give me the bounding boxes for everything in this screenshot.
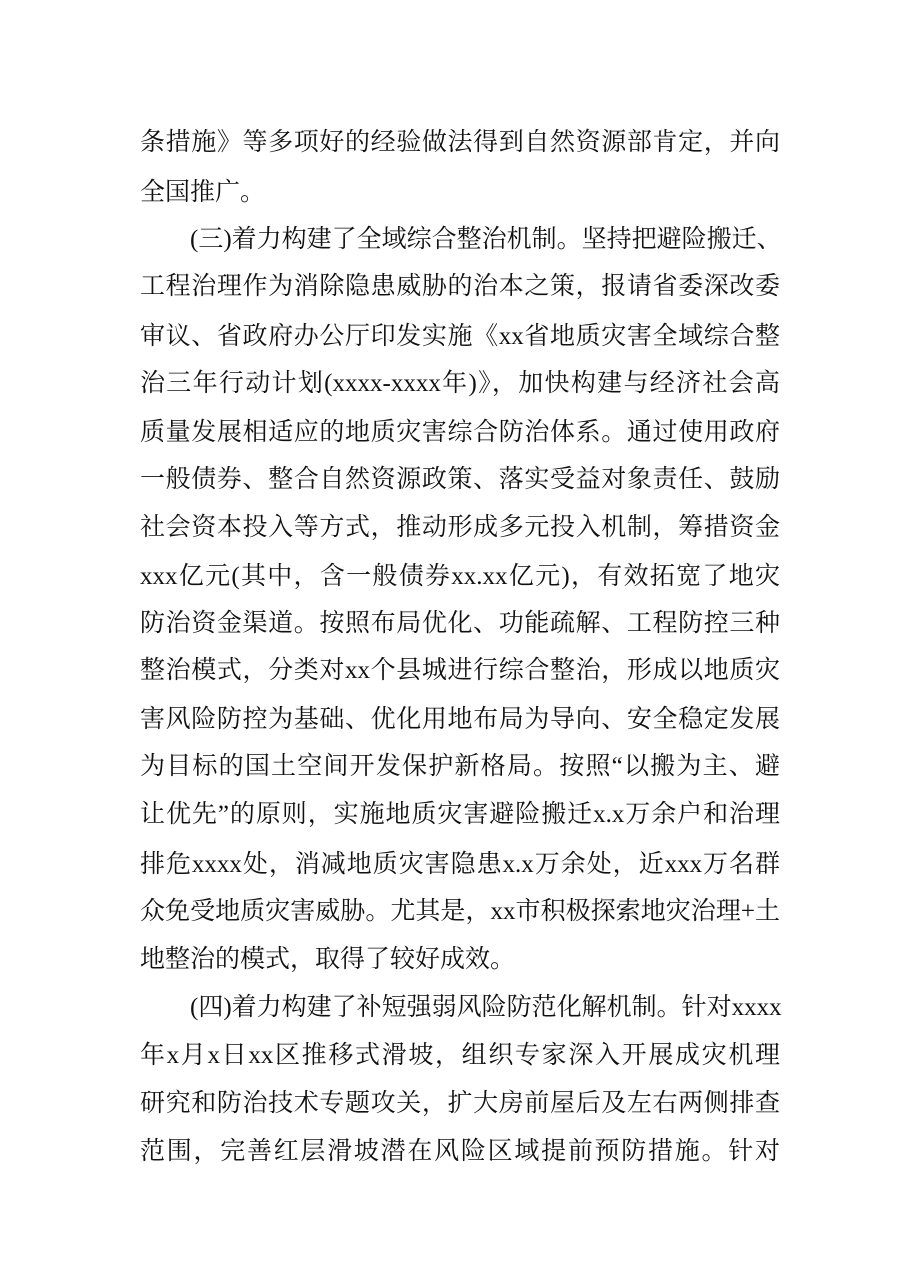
text-line: xxx亿元(其中，含一般债券xx.xx亿元)，有效拓宽了地灾: [140, 563, 780, 590]
text-line: 一般债券、整合自然资源政策、落实受益对象责任、鼓励: [140, 466, 780, 493]
text-line: 条措施》等多项好的经验做法得到自然资源部肯定，并向: [140, 129, 780, 156]
paragraph-heading-line: (三)着力构建了全域综合整治机制。坚持把避险搬迁、: [190, 226, 782, 253]
text-line: 为目标的国土空间开发保护新格局。按照“以搬为主、避: [140, 753, 780, 780]
text-line: 范围，完善红层滑坡潜在风险区域提前预防措施。针对: [140, 1138, 780, 1165]
text-line: 质量发展相适应的地质灾害综合防治体系。通过使用政府: [140, 419, 780, 446]
text-line: 治三年行动计划(xxxx-xxxx年)》，加快构建与经济社会高: [140, 370, 780, 397]
text-line: 年x月x日xx区推移式滑坡，组织专家深入开展成灾机理: [140, 1042, 780, 1069]
text-line: 排危xxxx处，消减地质灾害隐患x.x万余处，近xxx万名群: [140, 851, 780, 878]
text-line: 整治模式，分类对xx个县城进行综合整治，形成以地质灾: [140, 657, 780, 684]
text-line: 防治资金渠道。按照布局优化、功能疏解、工程防控三种: [140, 610, 780, 637]
text-line: 让优先”的原则，实施地质灾害避险搬迁x.x万余户和治理: [140, 801, 780, 828]
text-line: 地整治的模式，取得了较好成效。: [140, 946, 516, 973]
paragraph-heading-line: (四)着力构建了补短强弱风险防范化解机制。针对xxxx: [190, 994, 782, 1021]
text-line: 害风险防控为基础、优化用地布局为导向、安全稳定发展: [140, 706, 780, 733]
text-line: 工程治理作为消除隐患威胁的治本之策，报请省委深改委: [140, 273, 780, 300]
text-line: 社会资本投入等方式，推动形成多元投入机制，筹措资金: [140, 514, 780, 541]
text-line: 审议、省政府办公厅印发实施《xx省地质灾害全域综合整: [140, 323, 780, 350]
text-line: 众免受地质灾害威胁。尤其是，xx市积极探索地灾治理+土: [140, 898, 780, 925]
text-line: 全国推广。: [140, 179, 266, 206]
text-line: 研究和防治技术专题攻关，扩大房前屋后及左右两侧排查: [140, 1090, 780, 1117]
